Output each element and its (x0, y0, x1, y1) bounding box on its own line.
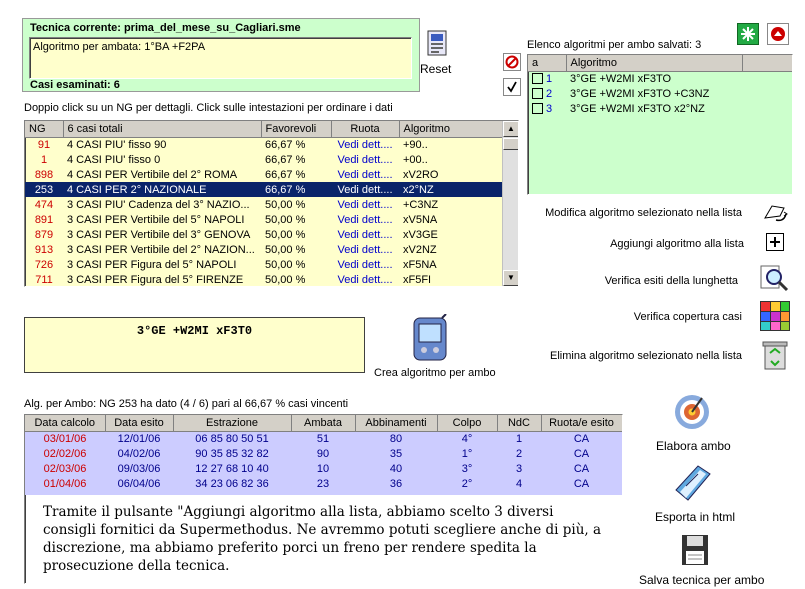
results-cell: 06/04/06 (117, 477, 161, 490)
results-cell: 4° (461, 432, 473, 445)
results-row[interactable] (25, 446, 622, 461)
results-cell: 34 23 06 82 36 (195, 477, 269, 490)
ruota-link[interactable]: Vedi dett.... (337, 273, 393, 286)
desc-cell: 4 CASI PER 2° NAZIONALE (63, 182, 261, 197)
results-cell: 3° (461, 462, 473, 475)
results-cell: 51 (316, 432, 330, 445)
results-col-header[interactable]: Ruota/e esito (541, 415, 622, 431)
desc-cell: 3 CASI PER Figura del 5° FIRENZE (67, 273, 244, 286)
algoritmo-cell: +C3NZ (403, 198, 439, 211)
results-col-header[interactable]: NdC (497, 415, 541, 431)
algoritmo-cell: xF5NA (403, 258, 437, 271)
algoritmo-cell: xV3GE (403, 228, 438, 241)
results-cell: 09/03/06 (117, 462, 161, 475)
algoritmo-cell: xV2NZ (403, 243, 437, 256)
algoritmo-cell: xV2RO (403, 168, 439, 181)
modify-icon[interactable] (762, 202, 790, 224)
favorevoli-cell: 50,00 % (265, 258, 306, 271)
ng-cell: 711 (35, 273, 53, 286)
algo-index-cell[interactable] (528, 86, 566, 101)
ng-row[interactable] (25, 272, 503, 287)
create-algorithm-button[interactable]: Crea algoritmo per ambo (374, 367, 496, 379)
ng-cell: 474 (34, 198, 54, 211)
esporta-html-button[interactable]: Esporta in html (655, 510, 736, 524)
favorevoli-cell: 66,67 % (265, 138, 306, 151)
ng-row[interactable] (25, 197, 503, 212)
col-favorevoli[interactable]: Favorevoli (261, 121, 331, 137)
results-cell: CA (573, 447, 590, 460)
results-cell: 35 (389, 447, 403, 460)
algo-text-cell: 3°GE +W2MI xF3TO (570, 72, 672, 85)
results-col-header[interactable]: Ambata (291, 415, 355, 431)
algo-blank-cell (742, 86, 792, 101)
favorevoli-cell: 50,00 % (265, 198, 306, 211)
ruota-link[interactable]: Vedi dett.... (337, 258, 393, 271)
desc-cell: 3 CASI PER Vertibile del 3° GENOVA (67, 228, 251, 241)
reset-button[interactable]: Reset (420, 62, 452, 76)
results-col-header[interactable]: Data esito (105, 415, 173, 431)
favorevoli-cell: 66,67 % (265, 168, 306, 181)
algo-row[interactable] (528, 101, 792, 116)
algo-text-cell: 3°GE +W2MI xF3TO x2°NZ (570, 102, 705, 115)
scroll-up-icon[interactable]: ▲ (503, 121, 519, 137)
results-cell: 23 (316, 477, 330, 490)
col-casi[interactable]: 6 casi totali (63, 121, 261, 137)
ng-cell: 898 (34, 168, 54, 181)
results-cell: 90 (316, 447, 330, 460)
ruota-link[interactable]: Vedi dett.... (337, 168, 393, 181)
results-row[interactable] (25, 476, 622, 491)
add-icon[interactable] (766, 233, 784, 251)
desc-cell: 3 CASI PER Vertibile del 2° NAZION... (67, 243, 255, 256)
ruota-link[interactable]: Vedi dett.... (337, 243, 393, 256)
ng-cell: 91 (37, 138, 51, 151)
results-cell: 4 (515, 477, 523, 490)
ruota-link[interactable]: Vedi dett.... (337, 213, 393, 226)
verify-length-label[interactable]: Verifica esiti della lunghetta (604, 275, 738, 287)
add-algorithm-label[interactable]: Aggiungi algoritmo alla lista (610, 238, 744, 250)
algoritmo-cell: +00.. (403, 153, 428, 166)
ng-row[interactable] (25, 137, 503, 152)
modify-algorithm-label[interactable]: Modifica algoritmo selezionato nella lista (545, 207, 742, 219)
favorevoli-cell: 50,00 % (265, 213, 306, 226)
results-cell: 04/02/06 (117, 447, 161, 460)
algo-checkbox[interactable] (532, 103, 543, 114)
technique-title: Tecnica corrente: prima_del_mese_su_Cagliari.sme (30, 22, 301, 34)
ruota-link[interactable]: Vedi dett.... (337, 228, 393, 241)
results-col-header[interactable]: Abbinamenti (355, 415, 437, 431)
ng-cell: 879 (34, 228, 54, 241)
algo-col-a[interactable]: a (528, 55, 566, 71)
salva-tecnica-button[interactable]: Salva tecnica per ambo (639, 573, 765, 587)
algo-index-cell[interactable] (528, 71, 566, 86)
favorevoli-cell: 66,67 % (261, 182, 331, 197)
ng-row[interactable] (25, 227, 503, 242)
results-col-header[interactable]: Data calcolo (25, 415, 105, 431)
favorevoli-cell: 66,67 % (265, 153, 306, 166)
coverage-grid-icon[interactable] (759, 300, 791, 332)
ruota-link[interactable]: Vedi dett.... (331, 182, 399, 197)
results-cell: 2° (461, 477, 473, 490)
algo-number: 2 (546, 87, 553, 100)
algo-row[interactable] (528, 86, 792, 101)
results-col-header[interactable]: Colpo (437, 415, 497, 431)
desc-cell: 3 CASI PER Vertibile del 5° NAPOLI (67, 213, 245, 226)
reset-icon[interactable] (426, 30, 448, 58)
ng-row[interactable] (25, 152, 503, 167)
results-cell: 90 35 85 32 82 (195, 447, 269, 460)
algoritmo-cell: +90.. (403, 138, 428, 151)
results-cell: 02/03/06 (43, 462, 87, 475)
refresh-icon[interactable] (737, 23, 759, 45)
ng-cell: 253 (25, 182, 63, 197)
ng-cell: 913 (34, 243, 54, 256)
recycle-bin-icon[interactable] (760, 339, 790, 371)
technique-panel (22, 18, 420, 92)
results-cell: CA (573, 432, 590, 445)
ng-list-scrollbar[interactable] (502, 121, 518, 286)
pda-icon[interactable] (410, 314, 450, 362)
algo-col-algoritmo[interactable]: Algoritmo (566, 55, 742, 71)
checkmark-icon[interactable] (503, 78, 521, 96)
elabora-ambo-button[interactable]: Elabora ambo (656, 439, 731, 453)
results-cell: 12 27 68 10 40 (195, 462, 269, 475)
algoritmo-cell: xF5FI (403, 273, 432, 286)
ng-row[interactable] (25, 242, 503, 257)
results-cell: 80 (389, 432, 403, 445)
ruota-link[interactable]: Vedi dett.... (337, 138, 393, 151)
results-row[interactable] (25, 461, 622, 476)
scroll-down-icon[interactable]: ▼ (503, 270, 519, 286)
results-cell: 02/02/06 (43, 447, 87, 460)
algo-number: 1 (546, 72, 553, 85)
results-cell: 01/04/06 (43, 477, 87, 490)
ng-list[interactable] (24, 120, 519, 287)
results-row[interactable] (25, 431, 622, 446)
desc-cell: 4 CASI PIU' fisso 90 (67, 138, 167, 151)
ng-row[interactable] (25, 182, 503, 197)
results-cell: CA (573, 477, 590, 490)
algorithm-result-text: Alg. per Ambo: NG 253 ha dato (4 / 6) pari al 66,67 % casi vincenti (24, 398, 349, 410)
algo-checkbox[interactable] (532, 73, 543, 84)
col-ng[interactable]: NG (25, 121, 63, 137)
results-cell: 03/01/06 (43, 432, 87, 445)
technique-algorithm-field[interactable]: Algoritmo per ambata: 1°BA +F2PA (29, 37, 412, 79)
up-arrow-icon[interactable] (767, 23, 789, 45)
stop-icon[interactable] (503, 53, 521, 71)
ng-row[interactable] (25, 257, 503, 272)
results-cell: 10 (316, 462, 330, 475)
col-algoritmo[interactable]: Algoritmo (399, 121, 503, 137)
algoritmo-cell: xV5NA (403, 213, 438, 226)
desc-cell: 4 CASI PER Vertibile del 2° ROMA (67, 168, 238, 181)
algo-blank-cell (742, 101, 792, 116)
results-col-header[interactable]: Estrazione (173, 415, 291, 431)
export-book-icon[interactable] (670, 460, 714, 504)
scroll-thumb[interactable] (503, 138, 519, 150)
results-cell: 2 (515, 447, 523, 460)
delete-algorithm-label[interactable]: Elimina algoritmo selezionato nella lista (550, 350, 742, 362)
ng-cell: 726 (34, 258, 54, 271)
desc-cell: 4 CASI PIU' fisso 0 (67, 153, 161, 166)
favorevoli-cell: 50,00 % (265, 228, 306, 241)
favorevoli-cell: 50,00 % (265, 273, 306, 286)
desc-cell: 3 CASI PIU' Cadenza del 3° NAZIO... (67, 198, 250, 211)
ng-row[interactable] (25, 167, 503, 182)
algo-checkbox[interactable] (532, 88, 543, 99)
algo-text-cell: 3°GE +W2MI xF3TO +C3NZ (570, 87, 710, 100)
target-icon[interactable] (672, 392, 712, 432)
results-cell: 1° (461, 447, 473, 460)
ng-row[interactable] (25, 212, 503, 227)
ruota-link[interactable]: Vedi dett.... (337, 198, 393, 211)
results-cell: 1 (515, 432, 523, 445)
algo-index-cell[interactable] (528, 101, 566, 116)
cases-examined: Casi esaminati: 6 (30, 79, 120, 91)
results-cell: 12/01/06 (117, 432, 161, 445)
results-cell: 06 85 80 50 51 (195, 432, 269, 445)
verify-coverage-label[interactable]: Verifica copertura casi (633, 311, 742, 323)
results-cell: CA (573, 462, 590, 475)
tutorial-caption: Tramite il pulsante "Aggiungi algoritmo alla lista, abbiamo scelto 3 diversi consigli fornitici da Supermethodus. Ne avremmo potuti scegliere anche di più, a discrezione, ma abbiamo preferito porci un freno per rendere spedita la prosecuzione della tecnica. (35, 497, 618, 577)
results-cell: 40 (389, 462, 403, 475)
algoritmo-cell: x2°NZ (399, 182, 503, 197)
favorevoli-cell: 50,00 % (265, 243, 306, 256)
algorithm-input[interactable]: 3°GE +W2MI xF3T0 (24, 317, 365, 373)
hint-text: Doppio click su un NG per dettagli. Click sulle intestazioni per ordinare i dati (24, 102, 393, 114)
algo-number: 3 (546, 102, 553, 115)
algorithm-list[interactable] (527, 54, 793, 195)
magnifier-icon[interactable] (758, 262, 790, 294)
ruota-link[interactable]: Vedi dett.... (337, 153, 393, 166)
results-cell: 3 (515, 462, 523, 475)
save-floppy-icon[interactable] (680, 533, 710, 567)
col-ruota[interactable]: Ruota (331, 121, 399, 137)
ng-cell: 891 (34, 213, 54, 226)
algo-row[interactable] (528, 71, 792, 86)
ng-cell: 1 (40, 153, 48, 166)
algo-blank-cell (742, 71, 792, 86)
saved-algorithms-label: Elenco algoritmi per ambo salvati: 3 (527, 39, 702, 51)
desc-cell: 3 CASI PER Figura del 5° NAPOLI (67, 258, 237, 271)
algo-col-blank (742, 55, 792, 71)
results-cell: 36 (389, 477, 403, 490)
